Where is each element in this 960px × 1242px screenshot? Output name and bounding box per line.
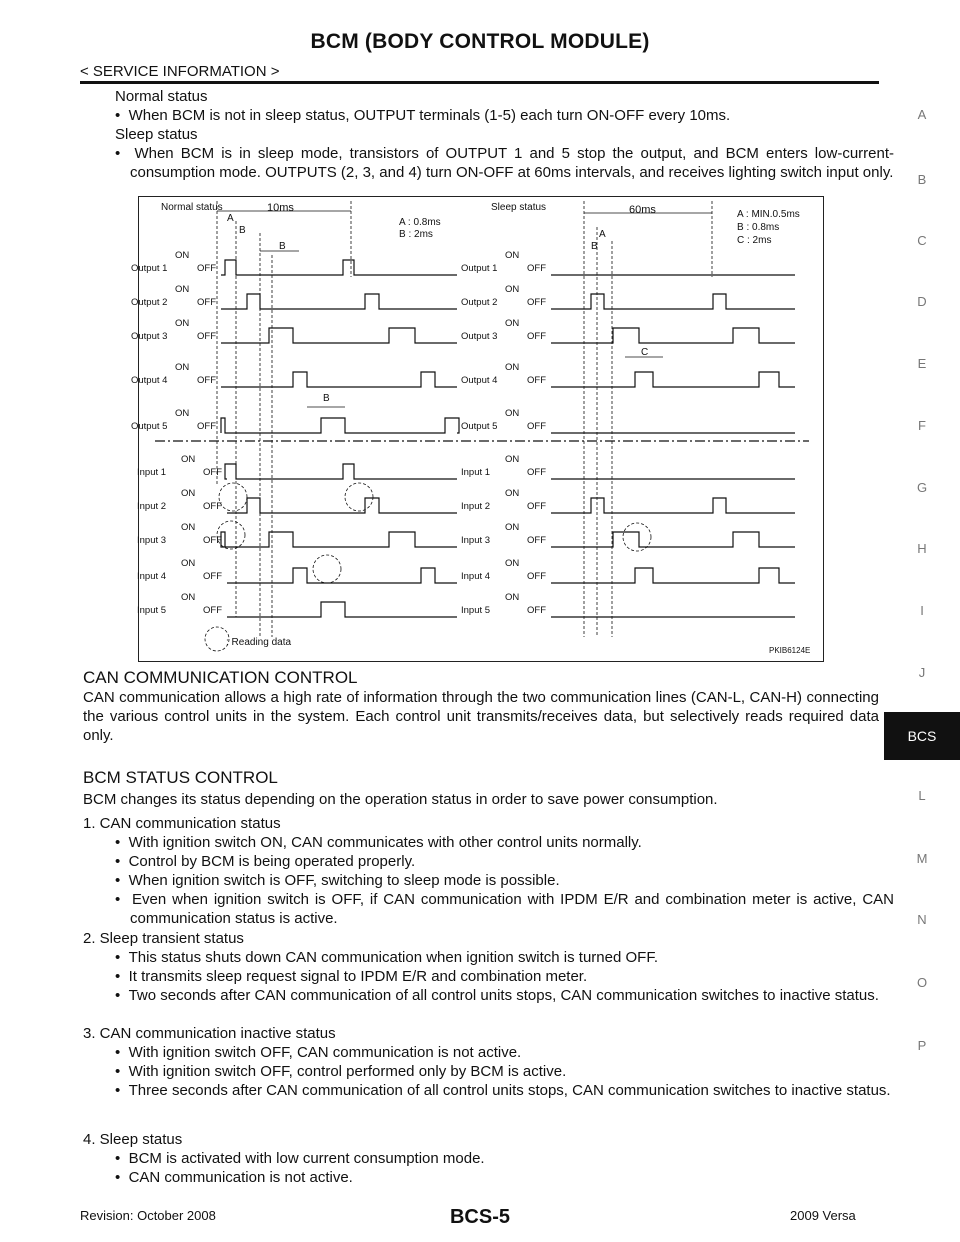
status-intro: BCM changes its status depending on the operation status in order to save power consumption. — [83, 791, 718, 808]
normal-input-2-name: Input 2 — [137, 501, 167, 512]
sleep-input-2-off-label: OFF — [527, 501, 546, 512]
item-1-bullet-2: • Control by BCM is being operated properly. — [115, 853, 416, 870]
tab-p[interactable]: P — [917, 1038, 927, 1053]
can-paragraph: CAN communication allows a high rate of information through the two communication lines (CAN-L, CAN-H) connecting the various control units in the system. Each control unit transmits/receives data, but selectively reads required data only. — [83, 689, 879, 744]
sleep-output-4-off-label: OFF — [527, 375, 546, 386]
sleep-output-5-on-label: ON — [505, 408, 520, 419]
item-1-bullet-3: • When ignition switch is OFF, switching to sleep mode is possible. — [115, 872, 560, 889]
normal-input-4-off-label: OFF — [203, 571, 222, 582]
normal-output-2-waveform — [221, 294, 457, 309]
sleep-output-3-name: Output 3 — [461, 331, 498, 342]
tab-l[interactable]: L — [918, 788, 926, 803]
tab-a[interactable]: A — [917, 107, 927, 122]
normal-input-3-name: Input 3 — [137, 535, 167, 546]
sleep-input-3-off-label: OFF — [527, 535, 546, 546]
normal-input-4-name: Input 4 — [137, 571, 167, 582]
normal-input-2-on-label: ON — [181, 488, 196, 499]
reading-data-legend: : Reading data — [226, 637, 292, 648]
item-4-bullet-2: • CAN communication is not active. — [115, 1169, 353, 1186]
item-2-bullet-1: • This status shuts down CAN communication when ignition switch is turned OFF. — [115, 949, 658, 966]
tab-m[interactable]: M — [916, 851, 928, 866]
item-3-bullet-1: • With ignition switch OFF, CAN communication is not active. — [115, 1044, 522, 1061]
footer-revision: Revision: October 2008 — [80, 1208, 216, 1223]
timing-chart-figure — [131, 196, 824, 662]
sleep-output-4-name: Output 4 — [461, 375, 498, 386]
normal-output-2-name: Output 2 — [131, 297, 168, 308]
normal-status-text-1: Normal status — [161, 202, 223, 213]
normal-b-label: B — [239, 225, 246, 236]
reading-data-circle-2 — [345, 483, 373, 511]
normal-status-bullet: • When BCM is not in sleep status, OUTPUT terminals (1-5) each turn ON-OFF every 10ms. — [115, 107, 731, 124]
sleep-input-4-name: Input 4 — [461, 571, 491, 582]
normal-input-1-off-label: OFF — [203, 467, 222, 478]
normal-period-label: 10ms — [267, 202, 294, 214]
reading-data-circle-5 — [623, 523, 651, 551]
sleep-b-label: B — [591, 241, 598, 252]
normal-input-4-on-label: ON — [181, 558, 196, 569]
normal-output-3-on-label: ON — [175, 318, 190, 329]
normal-input-3-waveform — [221, 532, 457, 547]
tab-n[interactable]: N — [917, 912, 927, 927]
tab-d[interactable]: D — [917, 294, 927, 309]
sleep-output-3-on-label: ON — [505, 318, 520, 329]
tab-b[interactable]: B — [917, 172, 927, 187]
sleep-input-5-name: Input 5 — [461, 605, 491, 616]
item-2-bullet-2: • It transmits sleep request signal to IPDM E/R and combination meter. — [115, 968, 588, 985]
sleep-c-label: C — [641, 347, 649, 358]
timing-waveforms — [131, 201, 809, 651]
normal-input-2-waveform — [227, 498, 457, 513]
sleep-output-4-waveform — [551, 372, 795, 387]
sleep-input-5-on-label: ON — [505, 592, 520, 603]
sleep-input-2-waveform — [551, 498, 795, 513]
normal-b-label-3: B — [323, 393, 330, 404]
sleep-input-3-waveform — [551, 532, 795, 547]
sleep-input-2-name: Input 2 — [461, 501, 491, 512]
sleep-output-2-on-label: ON — [505, 284, 520, 295]
sleep-status-text-1: Sleep status — [491, 202, 547, 213]
sleep-input-1-off-label: OFF — [527, 467, 546, 478]
normal-input-5-on-label: ON — [181, 592, 196, 603]
tab-e[interactable]: E — [917, 356, 927, 371]
normal-input-3-off-label: OFF — [203, 535, 222, 546]
sleep-output-2-off-label: OFF — [527, 297, 546, 308]
sleep-input-4-on-label: ON — [505, 558, 520, 569]
item-3-title: 3. CAN communication inactive status — [83, 1025, 336, 1042]
normal-output-1-on-label: ON — [175, 250, 190, 261]
normal-output-4-off-label: OFF — [197, 375, 216, 386]
tab-c[interactable]: C — [917, 233, 927, 248]
normal-input-4-waveform — [227, 568, 457, 583]
item-2-title: 2. Sleep transient status — [83, 930, 244, 947]
sleep-input-5-off-label: OFF — [527, 605, 546, 616]
sleep-input-3-on-label: ON — [505, 522, 520, 533]
normal-output-1-name: Output 1 — [131, 263, 168, 274]
tab-h[interactable]: H — [917, 541, 927, 556]
normal-output-5-on-label: ON — [175, 408, 190, 419]
tab-f[interactable]: F — [918, 418, 926, 433]
sleep-output-1-name: Output 1 — [461, 263, 498, 274]
sleep-output-4-on-label: ON — [505, 362, 520, 373]
normal-output-3-waveform — [221, 328, 457, 343]
sleep-input-1-on-label: ON — [505, 454, 520, 465]
item-3-bullet-2: • With ignition switch OFF, control performed only by BCM is active. — [115, 1063, 567, 1080]
normal-output-1-waveform — [221, 260, 457, 275]
sleep-input-1-name: Input 1 — [461, 467, 491, 478]
reading-data-circle-4 — [313, 555, 341, 583]
normal-output-5-off-label: OFF — [197, 421, 216, 432]
normal-status-heading: Normal status — [115, 88, 208, 105]
figure-code: PKIB6124E — [769, 646, 811, 655]
sleep-output-5-off-label: OFF — [527, 421, 546, 432]
sleep-input-4-waveform — [551, 568, 795, 583]
normal-legend-b: B : 2ms — [399, 229, 433, 240]
normal-output-4-name: Output 4 — [131, 375, 168, 386]
item-1-title: 1. CAN communication status — [83, 815, 281, 832]
normal-output-3-name: Output 3 — [131, 331, 168, 342]
tab-bcs[interactable]: BCS — [884, 712, 960, 760]
sleep-input-2-on-label: ON — [505, 488, 520, 499]
item-4-bullet-1: • BCM is activated with low current consumption mode. — [115, 1150, 485, 1167]
normal-input-5-name: Input 5 — [137, 605, 167, 616]
page-number: BCS-5 — [449, 1206, 510, 1228]
normal-legend-a: A : 0.8ms — [399, 217, 441, 228]
normal-input-1-waveform — [225, 464, 457, 479]
tab-g[interactable]: G — [916, 480, 928, 495]
sleep-period-label: 60ms — [629, 204, 656, 216]
normal-input-5-off-label: OFF — [203, 605, 222, 616]
normal-input-1-on-label: ON — [181, 454, 196, 465]
normal-b-label-2: B — [279, 241, 286, 252]
item-1-bullet-4: • Even when ignition switch is OFF, if CAN communication with IPDM E/R and combination meter is active, CAN communication status is active. — [115, 891, 894, 927]
normal-output-2-off-label: OFF — [197, 297, 216, 308]
header-rule — [80, 81, 879, 84]
sleep-output-1-off-label: OFF — [527, 263, 546, 274]
normal-output-4-on-label: ON — [175, 362, 190, 373]
sleep-input-3-name: Input 3 — [461, 535, 491, 546]
normal-a-label: A — [227, 213, 234, 224]
sleep-status-heading: Sleep status — [115, 126, 198, 143]
sleep-a-label: A — [599, 229, 606, 240]
normal-output-3-off-label: OFF — [197, 331, 216, 342]
normal-output-2-on-label: ON — [175, 284, 190, 295]
sleep-legend-b: B : 0.8ms — [737, 222, 780, 233]
sleep-status-bullet: • When BCM is in sleep mode, transistors of OUTPUT 1 and 5 stop the output, and BCM enters low-current-consumption mode. OUTPUTS (2, 3, and 4) turn ON-OFF at 60ms intervals, and receives lighting switch input only. — [115, 145, 894, 181]
section-label: < SERVICE INFORMATION > — [80, 63, 280, 80]
sleep-output-1-on-label: ON — [505, 250, 520, 261]
footer-model: 2009 Versa — [790, 1208, 856, 1223]
normal-input-2-off-label: OFF — [203, 501, 222, 512]
tab-i[interactable]: I — [920, 603, 924, 618]
sleep-output-3-waveform — [551, 328, 795, 343]
sleep-input-4-off-label: OFF — [527, 571, 546, 582]
sleep-output-3-off-label: OFF — [527, 331, 546, 342]
item-2-bullet-3: • Two seconds after CAN communication of all control units stops, CAN communication switches to inactive status. — [115, 987, 879, 1004]
sleep-legend-c: C : 2ms — [737, 235, 772, 246]
normal-output-5-waveform — [221, 418, 459, 433]
sleep-output-2-waveform — [551, 294, 795, 309]
sleep-output-5-name: Output 5 — [461, 421, 498, 432]
item-3-bullet-3: • Three seconds after CAN communication of all control units stops, CAN communication switches to inactive status. — [115, 1082, 891, 1099]
normal-output-1-off-label: OFF — [197, 263, 216, 274]
status-heading: BCM STATUS CONTROL — [83, 768, 278, 787]
page-title: BCM (BODY CONTROL MODULE) — [310, 30, 650, 53]
sleep-output-2-name: Output 2 — [461, 297, 498, 308]
reading-data-circle-1 — [219, 483, 247, 511]
tab-o[interactable]: O — [916, 975, 928, 990]
tab-j[interactable]: J — [918, 665, 926, 680]
normal-input-5-waveform — [227, 602, 457, 617]
normal-input-1-name: Input 1 — [137, 467, 167, 478]
item-1-bullet-1: • With ignition switch ON, CAN communicates with other control units normally. — [115, 834, 642, 851]
item-4-title: 4. Sleep status — [83, 1131, 183, 1148]
can-heading: CAN COMMUNICATION CONTROL — [83, 668, 358, 687]
normal-output-4-waveform — [221, 372, 457, 387]
normal-output-5-name: Output 5 — [131, 421, 168, 432]
sleep-legend-a: A : MIN.0.5ms — [737, 209, 800, 220]
normal-input-3-on-label: ON — [181, 522, 196, 533]
